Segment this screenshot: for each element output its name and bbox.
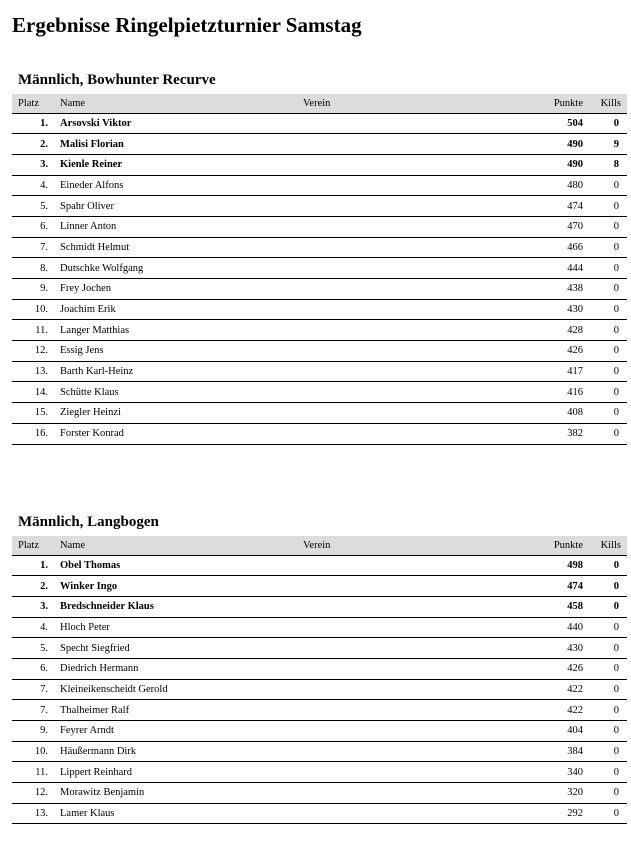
cell-verein [303,134,513,155]
table-row [12,154,627,175]
cell-name: Kienle Reiner [60,159,123,171]
cell-verein [303,196,513,217]
cell-verein [303,783,513,804]
cell-kills: 0 [613,746,619,758]
cell-kills: 0 [613,683,619,695]
cell-verein [303,423,513,444]
cell-name: Arsovski Viktor [60,117,132,129]
column-header-punkte: Punkte [553,97,583,109]
cell-name: Hloch Peter [60,621,110,633]
cell-platz: 11. [35,766,48,778]
cell-kills: 9 [613,138,619,150]
cell-name: Essig Jens [60,345,104,357]
cell-platz: 5. [40,200,48,212]
cell-verein [303,596,513,617]
table-row [12,617,627,638]
table-row [12,700,627,721]
table-row [12,113,627,134]
cell-punkte: 466 [567,241,583,253]
cell-platz: 9. [40,725,48,737]
cell-platz: 4. [40,179,48,191]
cell-punkte: 426 [567,345,583,357]
cell-verein [303,617,513,638]
cell-platz: 5. [40,642,48,654]
cell-platz: 1. [40,117,48,129]
section-bowhunter-recurve [12,70,621,445]
cell-punkte: 504 [567,117,583,129]
cell-name: Schmidt Helmut [60,241,130,253]
cell-verein [303,721,513,742]
table-row [12,596,627,617]
cell-name: Linner Anton [60,221,117,233]
cell-name: Thalheimer Ralf [60,704,130,716]
table-row [12,258,627,279]
table-row [12,320,627,341]
table-row [12,175,627,196]
cell-kills: 0 [613,386,619,398]
table-row [12,299,627,320]
cell-platz: 8. [40,262,48,274]
cell-verein [303,175,513,196]
table-body [12,555,627,824]
table-row [12,382,627,403]
column-header-kills: Kills [600,539,621,551]
cell-platz: 2. [40,138,48,150]
cell-name: Winker Ingo [60,580,118,592]
cell-name: Diedrich Hermann [60,663,139,675]
cell-name: Frey Jochen [60,283,112,295]
cell-punkte: 426 [567,663,583,675]
table-row [12,237,627,258]
cell-kills: 0 [613,559,619,571]
cell-punkte: 416 [567,386,583,398]
cell-kills: 0 [613,283,619,295]
cell-verein [303,803,513,824]
table-row [12,423,627,444]
cell-kills: 0 [613,704,619,716]
cell-verein [303,320,513,341]
cell-platz: 4. [40,621,48,633]
cell-platz: 12. [34,787,48,799]
cell-name: Morawitz Benjamin [60,787,145,799]
cell-platz: 3. [40,601,48,613]
cell-kills: 0 [613,580,619,592]
cell-verein [303,762,513,783]
cell-kills: 0 [613,221,619,233]
cell-punkte: 320 [567,787,583,799]
cell-kills: 8 [613,159,619,171]
cell-name: Feyrer Arndt [60,725,114,737]
cell-name: Eineder Alfons [60,179,124,191]
cell-kills: 0 [613,642,619,654]
cell-verein [303,154,513,175]
cell-platz: 11. [35,324,48,336]
cell-verein [303,361,513,382]
cell-punkte: 490 [567,138,583,150]
table-body [12,113,627,444]
cell-kills: 0 [613,621,619,633]
cell-kills: 0 [613,117,619,129]
cell-punkte: 474 [567,200,583,212]
cell-verein [303,382,513,403]
section-langbogen [12,512,621,824]
cell-verein [303,576,513,597]
column-header-kills: Kills [600,97,621,109]
table-row [12,361,627,382]
cell-name: Spahr Oliver [60,200,114,212]
header-row [12,536,627,555]
cell-kills: 0 [613,179,619,191]
cell-punkte: 474 [567,580,583,592]
cell-platz: 6. [40,663,48,675]
cell-verein [303,216,513,237]
cell-name: Joachim Erik [60,304,116,316]
cell-platz: 10. [34,304,48,316]
cell-verein [303,113,513,134]
header-row [12,94,627,113]
cell-kills: 0 [613,200,619,212]
table-row [12,403,627,424]
cell-verein [303,555,513,576]
cell-platz: 7. [40,241,48,253]
table-row [12,721,627,742]
cell-platz: 1. [40,559,48,571]
table-row [12,638,627,659]
cell-verein [303,638,513,659]
cell-platz: 13. [34,366,48,378]
cell-kills: 0 [613,663,619,675]
cell-verein [303,700,513,721]
table-row [12,134,627,155]
table-header [12,536,627,555]
cell-name: Bredschneider Klaus [60,601,154,613]
cell-platz: 3. [40,159,48,171]
column-header-name: Name [60,539,86,551]
cell-verein [303,279,513,300]
cell-name: Langer Matthias [60,324,130,336]
cell-platz: 15. [34,407,48,419]
cell-punkte: 458 [567,601,583,613]
document-title: Ergebnisse Ringelpietzturnier Samstag [12,13,362,37]
table-row [12,658,627,679]
cell-punkte: 422 [567,683,583,695]
cell-name: Dutschke Wolfgang [60,262,144,274]
cell-punkte: 490 [567,159,583,171]
table-row [12,216,627,237]
cell-name: Schütte Klaus [60,386,119,398]
results-table [12,94,627,445]
cell-verein [303,237,513,258]
cell-name: Ziegler Heinzi [60,407,121,419]
cell-kills: 0 [613,766,619,778]
cell-platz: 7. [40,704,48,716]
table-header [12,94,627,113]
cell-kills: 0 [613,324,619,336]
cell-verein [303,299,513,320]
column-header-platz: Platz [18,97,39,109]
cell-name: Malisi Florian [60,138,124,150]
results-table [12,536,627,824]
cell-platz: 12. [34,345,48,357]
cell-kills: 0 [613,787,619,799]
cell-platz: 9. [40,283,48,295]
table-row [12,555,627,576]
cell-name: Lamer Klaus [60,808,115,820]
cell-platz: 14. [34,386,48,398]
section-title: Männlich, Bowhunter Recurve [18,72,216,88]
cell-platz: 10. [34,746,48,758]
cell-name: Barth Karl-Heinz [60,366,134,378]
cell-kills: 0 [613,262,619,274]
cell-punkte: 470 [567,221,583,233]
column-header-punkte: Punkte [553,539,583,551]
cell-name: Lippert Reinhard [60,766,133,778]
column-header-verein: Verein [303,539,331,551]
cell-platz: 13. [34,808,48,820]
table-row [12,783,627,804]
cell-punkte: 440 [567,621,583,633]
cell-verein [303,658,513,679]
cell-kills: 0 [613,428,619,440]
cell-punkte: 408 [567,407,583,419]
table-row [12,279,627,300]
cell-punkte: 480 [567,179,583,191]
cell-punkte: 444 [567,262,583,274]
cell-platz: 16. [34,428,48,440]
cell-kills: 0 [613,808,619,820]
column-header-platz: Platz [18,539,39,551]
cell-kills: 0 [613,345,619,357]
cell-platz: 6. [40,221,48,233]
cell-verein [303,258,513,279]
cell-punkte: 430 [567,642,583,654]
cell-punkte: 292 [567,808,583,820]
cell-punkte: 428 [567,324,583,336]
cell-punkte: 382 [567,428,583,440]
cell-punkte: 422 [567,704,583,716]
table-row [12,576,627,597]
cell-platz: 7. [40,683,48,695]
cell-punkte: 417 [567,366,583,378]
cell-verein [303,679,513,700]
cell-punkte: 384 [567,746,583,758]
cell-verein [303,741,513,762]
table-row [12,803,627,824]
cell-name: Specht Siegfried [60,642,130,654]
table-row [12,196,627,217]
cell-punkte: 438 [567,283,583,295]
cell-verein [303,403,513,424]
cell-kills: 0 [613,601,619,613]
cell-kills: 0 [613,407,619,419]
cell-punkte: 404 [567,725,583,737]
cell-kills: 0 [613,241,619,253]
column-header-verein: Verein [303,97,331,109]
column-header-name: Name [60,97,86,109]
cell-punkte: 498 [567,559,583,571]
table-row [12,341,627,362]
cell-name: Forster Konrad [60,428,124,440]
cell-kills: 0 [613,366,619,378]
cell-punkte: 340 [567,766,583,778]
cell-platz: 2. [40,580,48,592]
cell-name: Häußermann Dirk [60,746,137,758]
table-row [12,679,627,700]
cell-kills: 0 [613,725,619,737]
cell-name: Obel Thomas [60,559,121,571]
cell-punkte: 430 [567,304,583,316]
cell-verein [303,341,513,362]
table-row [12,762,627,783]
section-title: Männlich, Langbogen [18,514,159,530]
cell-kills: 0 [613,304,619,316]
cell-name: Kleineikenscheidt Gerold [60,683,168,695]
table-row [12,741,627,762]
